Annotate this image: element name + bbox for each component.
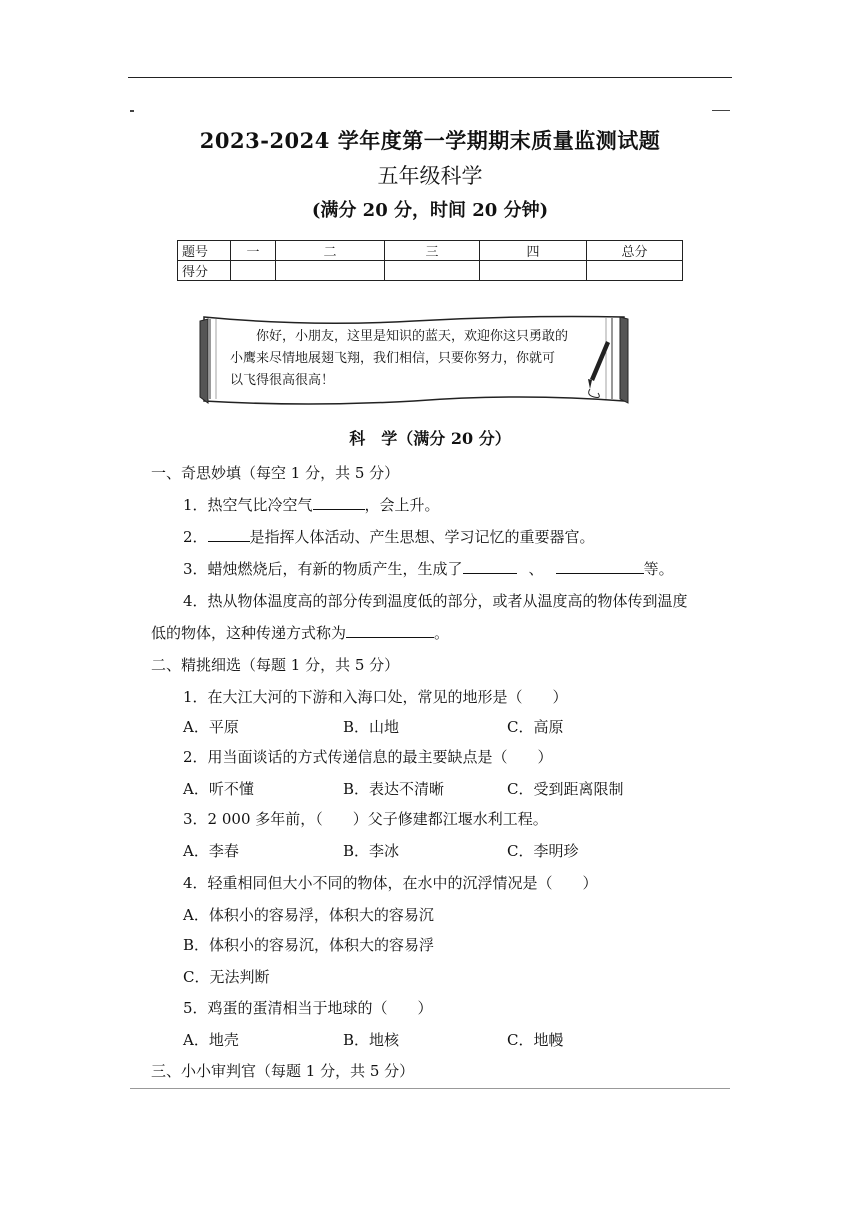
choice-question-4: 4．轻重相同但大小不同的物体，在水中的沉浮情况是（ ） xyxy=(183,874,598,892)
score-input-cell[interactable] xyxy=(587,261,683,281)
option-c[interactable]: C．李明珍 xyxy=(507,842,579,860)
exam-title: 2023-2024 学年度第一学期期末质量监测试题 xyxy=(199,128,661,153)
corner-mark-right xyxy=(712,110,730,111)
score-cell: 四 xyxy=(480,241,587,261)
option-a[interactable]: A．李春 xyxy=(183,842,239,860)
choice-options-1 xyxy=(183,716,563,737)
fill-question-1 xyxy=(183,494,440,515)
option-b[interactable]: B．地核 xyxy=(343,1031,400,1049)
score-cell: 一 xyxy=(231,241,276,261)
answer-blank[interactable] xyxy=(313,495,365,510)
question-text: ，会上升。 xyxy=(364,496,440,514)
question-text: 1．热空气比冷空气 xyxy=(183,496,313,514)
exam-subject: 五年级科学 xyxy=(377,164,483,188)
fill-question-3 xyxy=(183,558,674,579)
score-cell: 题号 xyxy=(178,241,231,261)
score-input-cell[interactable] xyxy=(480,261,587,281)
question-text: 2． xyxy=(183,528,208,546)
answer-blank[interactable] xyxy=(463,559,517,574)
fill-question-4 xyxy=(183,590,688,611)
bottom-rule xyxy=(130,1088,730,1089)
exam-meta: (满分 20 分，时间 20 分钟) xyxy=(311,200,549,221)
choice-options-2 xyxy=(183,778,623,799)
fill-question-4-cont xyxy=(151,622,449,643)
corner-mark-left xyxy=(130,110,134,112)
option-a[interactable]: A．地壳 xyxy=(183,1031,239,1049)
part1-heading: 一、奇思妙填（每空 1 分，共 5 分） xyxy=(151,464,400,482)
choice-question-3: 3．2 000 多年前，（ ）父子修建都江堰水利工程。 xyxy=(183,810,548,828)
question-text: 。 xyxy=(434,624,450,642)
score-input-cell[interactable] xyxy=(231,261,276,281)
question-text: 是指挥人体活动、产生思想、学习记忆的重要器官。 xyxy=(249,528,595,546)
option-a[interactable]: A．体积小的容易浮，体积大的容易沉 xyxy=(183,906,434,924)
score-cell: 三 xyxy=(385,241,480,261)
option-b[interactable]: B．表达不清晰 xyxy=(343,780,445,798)
section-title: 科 学（满分 20 分） xyxy=(349,429,511,448)
answer-blank[interactable] xyxy=(208,527,250,542)
question-text: 等。 xyxy=(643,560,674,578)
score-cell: 二 xyxy=(276,241,385,261)
option-b[interactable]: B．李冰 xyxy=(343,842,400,860)
option-c[interactable]: C．地幔 xyxy=(507,1031,564,1049)
option-a[interactable]: A．听不懂 xyxy=(183,780,254,798)
option-c[interactable]: C．无法判断 xyxy=(183,968,270,986)
fill-question-2 xyxy=(183,526,595,547)
score-table xyxy=(177,240,683,281)
choice-question-5: 5．鸡蛋的蛋清相当于地球的（ ） xyxy=(183,999,433,1017)
score-input-cell[interactable] xyxy=(276,261,385,281)
part2-heading: 二、精挑细选（每题 1 分，共 5 分） xyxy=(151,656,400,674)
question-text: 4．热从物体温度高的部分传到温度低的部分，或者从温度高的物体传到温度 xyxy=(183,592,688,610)
part3-heading: 三、小小审判官（每题 1 分，共 5 分） xyxy=(151,1062,415,1080)
choice-options-5 xyxy=(183,1029,563,1050)
question-text: 、 xyxy=(528,560,544,578)
banner-line: 以飞得很高很高！ xyxy=(230,373,335,388)
top-rule xyxy=(128,77,732,78)
option-c[interactable]: C．受到距离限制 xyxy=(507,780,624,798)
option-a[interactable]: A．平原 xyxy=(183,718,239,736)
choice-question-1: 1．在大江大河的下游和入海口处，常见的地形是（ ） xyxy=(183,688,568,706)
score-table-header-row xyxy=(178,241,683,261)
option-c[interactable]: C．高原 xyxy=(507,718,564,736)
question-text: 低的物体，这种传递方式称为 xyxy=(151,624,347,642)
option-b[interactable]: B．山地 xyxy=(343,718,400,736)
score-cell: 总分 xyxy=(587,241,683,261)
banner-text xyxy=(230,326,600,392)
score-input-cell[interactable] xyxy=(385,261,480,281)
answer-blank[interactable] xyxy=(346,623,434,638)
score-cell: 得分 xyxy=(178,261,231,281)
answer-blank[interactable] xyxy=(556,559,644,574)
choice-question-2: 2．用当面谈话的方式传递信息的最主要缺点是（ ） xyxy=(183,748,553,766)
choice-options-3 xyxy=(183,840,578,861)
question-text: 3．蜡烛燃烧后，有新的物质产生，生成了 xyxy=(183,560,463,578)
score-table-score-row xyxy=(178,261,683,281)
banner-line: 你好，小朋友，这里是知识的蓝天，欢迎你这只勇敢的 xyxy=(256,329,569,344)
banner-line: 小鹰来尽情地展翅飞翔，我们相信，只要你努力，你就可 xyxy=(230,351,556,366)
option-b[interactable]: B．体积小的容易沉，体积大的容易浮 xyxy=(183,936,435,954)
